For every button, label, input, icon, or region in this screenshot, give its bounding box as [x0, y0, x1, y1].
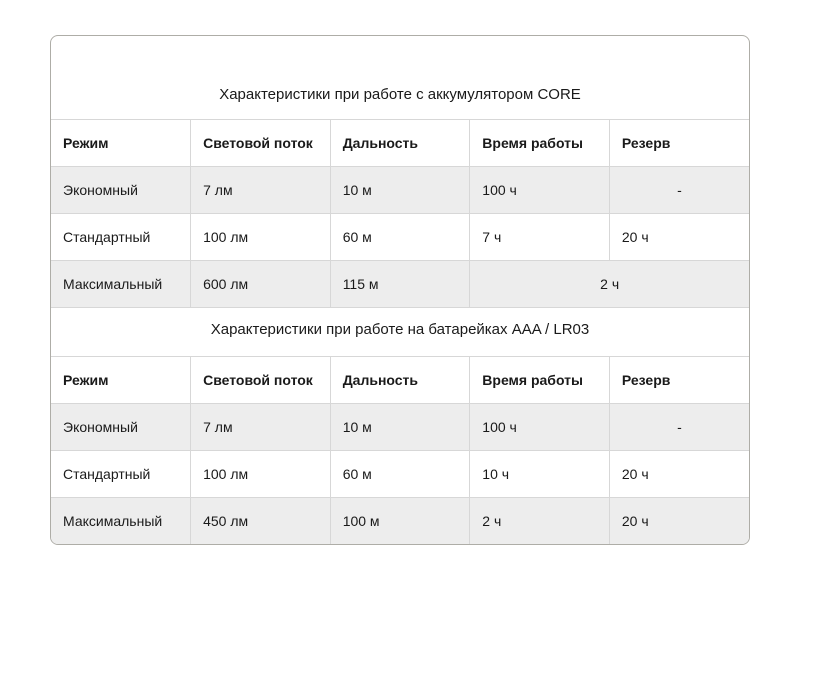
- cell-runtime: 100 ч: [470, 404, 610, 451]
- cell-reserve: 20 ч: [609, 498, 749, 545]
- cell-mode: Максимальный: [51, 261, 191, 308]
- col-header-flux: Световой поток: [191, 120, 331, 167]
- cell-flux: 7 лм: [191, 404, 331, 451]
- cell-runtime: 2 ч: [470, 498, 610, 545]
- cell-mode: Стандартный: [51, 451, 191, 498]
- table-row: [51, 498, 749, 545]
- cell-reserve: 20 ч: [609, 451, 749, 498]
- cell-range: 60 м: [330, 214, 470, 261]
- cell-range: 10 м: [330, 404, 470, 451]
- col-header-reserve: Резерв: [609, 357, 749, 404]
- col-header-mode: Режим: [63, 135, 109, 151]
- table-row: [51, 261, 749, 308]
- col-header-flux: Световой поток: [191, 357, 331, 404]
- cell-flux: 7 лм: [191, 167, 331, 214]
- col-header-runtime: Время работы: [470, 357, 610, 404]
- col-header-range: Дальность: [330, 120, 470, 167]
- cell-runtime: 7 ч: [470, 214, 610, 261]
- spec-table-aaa: [51, 357, 749, 544]
- table-row: [51, 214, 749, 261]
- cell-reserve: -: [609, 167, 749, 214]
- cell-mode: Стандартный: [51, 214, 191, 261]
- cell-reserve: -: [609, 404, 749, 451]
- section-aaa: [51, 307, 749, 544]
- spec-table-core: [51, 120, 749, 307]
- cell-runtime: 10 ч: [470, 451, 610, 498]
- cell-range: 60 м: [330, 451, 470, 498]
- section-core: [51, 36, 749, 307]
- cell-flux: 450 лм: [191, 498, 331, 545]
- cell-runtime: 100 ч: [470, 167, 610, 214]
- cell-range: 100 м: [330, 498, 470, 545]
- col-header-range: Дальность: [330, 357, 470, 404]
- cell-range: 10 м: [330, 167, 470, 214]
- cell-runtime-reserve-merged: 2 ч: [470, 261, 749, 308]
- table-row: [51, 167, 749, 214]
- section-title-aaa: Характеристики при работе на батарейках AAA / LR03: [51, 308, 749, 357]
- cell-flux: 100 лм: [191, 451, 331, 498]
- cell-reserve: 20 ч: [609, 214, 749, 261]
- header-row: [51, 357, 749, 404]
- cell-range: 115 м: [330, 261, 470, 308]
- table-row: [51, 451, 749, 498]
- cell-mode: Экономный: [51, 167, 191, 214]
- col-header-mode: Режим: [63, 372, 109, 388]
- header-row: [51, 120, 749, 167]
- section-title-core: Характеристики при работе с аккумулятором CORE: [51, 36, 749, 120]
- spec-card: [50, 35, 750, 545]
- col-header-runtime: Время работы: [470, 120, 610, 167]
- col-header-reserve: Резерв: [609, 120, 749, 167]
- cell-mode: Экономный: [51, 404, 191, 451]
- cell-mode: Максимальный: [51, 498, 191, 545]
- cell-flux: 100 лм: [191, 214, 331, 261]
- table-row: [51, 404, 749, 451]
- cell-flux: 600 лм: [191, 261, 331, 308]
